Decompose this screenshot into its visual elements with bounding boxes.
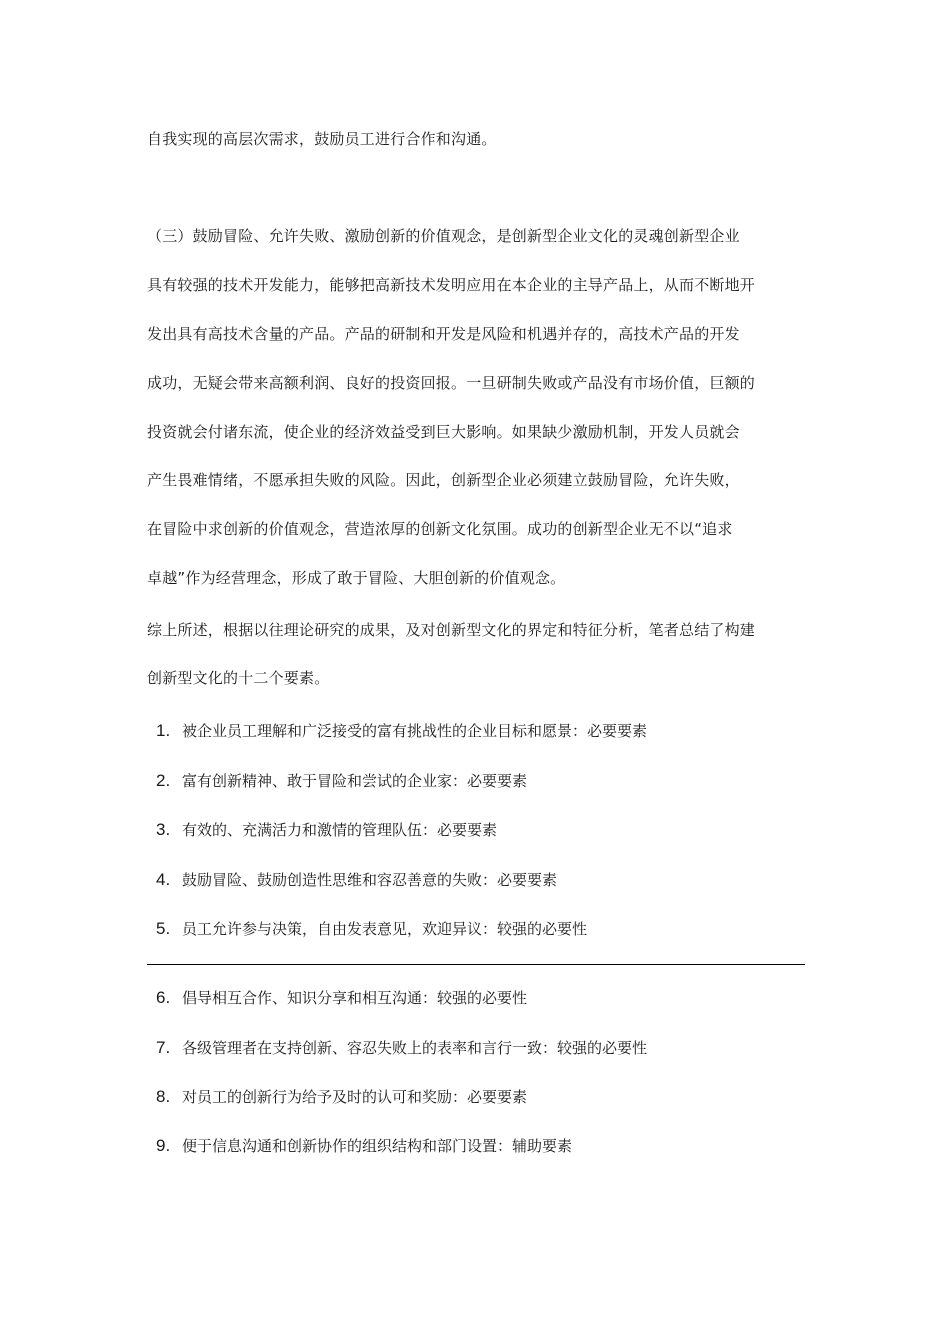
- list-text: 有效的、充满活力和激情的管理队伍：必要要素: [182, 821, 498, 839]
- list-item: [156, 721, 806, 741]
- list-text: 各级管理者在支持创新、容忍失败上的表率和言行一致：较强的必要性: [182, 1039, 648, 1057]
- list-text: 倡导相互合作、知识分享和相互沟通：较强的必要性: [182, 989, 528, 1007]
- list-text: 对员工的创新行为给予及时的认可和奖励：必要要素: [182, 1088, 528, 1106]
- paragraph-line: 成功，无疑会带来高额利润、良好的投资回报。一旦研制失败或产品没有市场价值，巨额的: [147, 374, 756, 392]
- list-item: [156, 1087, 806, 1107]
- list-number: 4.: [156, 870, 171, 889]
- list-number: 9.: [156, 1136, 171, 1155]
- list-text: 便于信息沟通和创新协作的组织结构和部门设置：辅助要素: [182, 1137, 573, 1155]
- paragraph-line: 创新型文化的十二个要素。: [147, 669, 330, 687]
- list-text: 富有创新精神、敢于冒险和尝试的企业家：必要要素: [182, 772, 528, 790]
- page-divider: [147, 964, 805, 965]
- list-item: [156, 1038, 806, 1058]
- list-number: 5.: [156, 919, 171, 938]
- list-item: [156, 919, 806, 939]
- list-number: 8.: [156, 1087, 171, 1106]
- list-item: [156, 870, 806, 890]
- list-item: [156, 820, 806, 840]
- list-number: 2.: [156, 771, 171, 790]
- paragraph-line: 卓越”作为经营理念，形成了敢于冒险、大胆创新的价值观念。: [147, 569, 566, 587]
- list-item: [156, 771, 806, 791]
- paragraph-line: 发出具有高技术含量的产品。产品的研制和开发是风险和机遇并存的，高技术产品的开发: [147, 325, 740, 343]
- paragraph-line: 具有较强的技术开发能力，能够把高新技术发明应用在本企业的主导产品上，从而不断地开: [147, 276, 756, 294]
- list-number: 1.: [156, 721, 171, 740]
- paragraph-line: （三）鼓励冒险、允许失败、激励创新的价值观念，是创新型企业文化的灵魂创新型企业: [147, 227, 740, 245]
- list-number: 7.: [156, 1038, 171, 1057]
- paragraph-line: 投资就会付诸东流，使企业的经济效益受到巨大影响。如果缺少激励机制，开发人员就会: [147, 423, 740, 441]
- paragraph-line: 综上所述，根据以往理论研究的成果，及对创新型文化的界定和特征分析，笔者总结了构建: [147, 621, 756, 639]
- list-item: [156, 1136, 806, 1156]
- paragraph-line: 产生畏难情绪，不愿承担失败的风险。因此，创新型企业必须建立鼓励冒险，允许失败，: [147, 471, 740, 489]
- list-text: 鼓励冒险、鼓励创造性思维和容忍善意的失败：必要要素: [182, 871, 558, 889]
- list-text: 被企业员工理解和广泛接受的富有挑战性的企业目标和愿景：必要要素: [182, 722, 648, 740]
- list-item: [156, 988, 806, 1008]
- list-number: 3.: [156, 820, 171, 839]
- paragraph-line: 自我实现的高层次需求，鼓励员工进行合作和沟通。: [147, 130, 497, 148]
- paragraph-line: 在冒险中求创新的价值观念，营造浓厚的创新文化氛围。成功的创新型企业无不以“追求: [147, 520, 733, 538]
- list-number: 6.: [156, 988, 171, 1007]
- list-text: 员工允许参与决策，自由发表意见，欢迎异议：较强的必要性: [182, 920, 588, 938]
